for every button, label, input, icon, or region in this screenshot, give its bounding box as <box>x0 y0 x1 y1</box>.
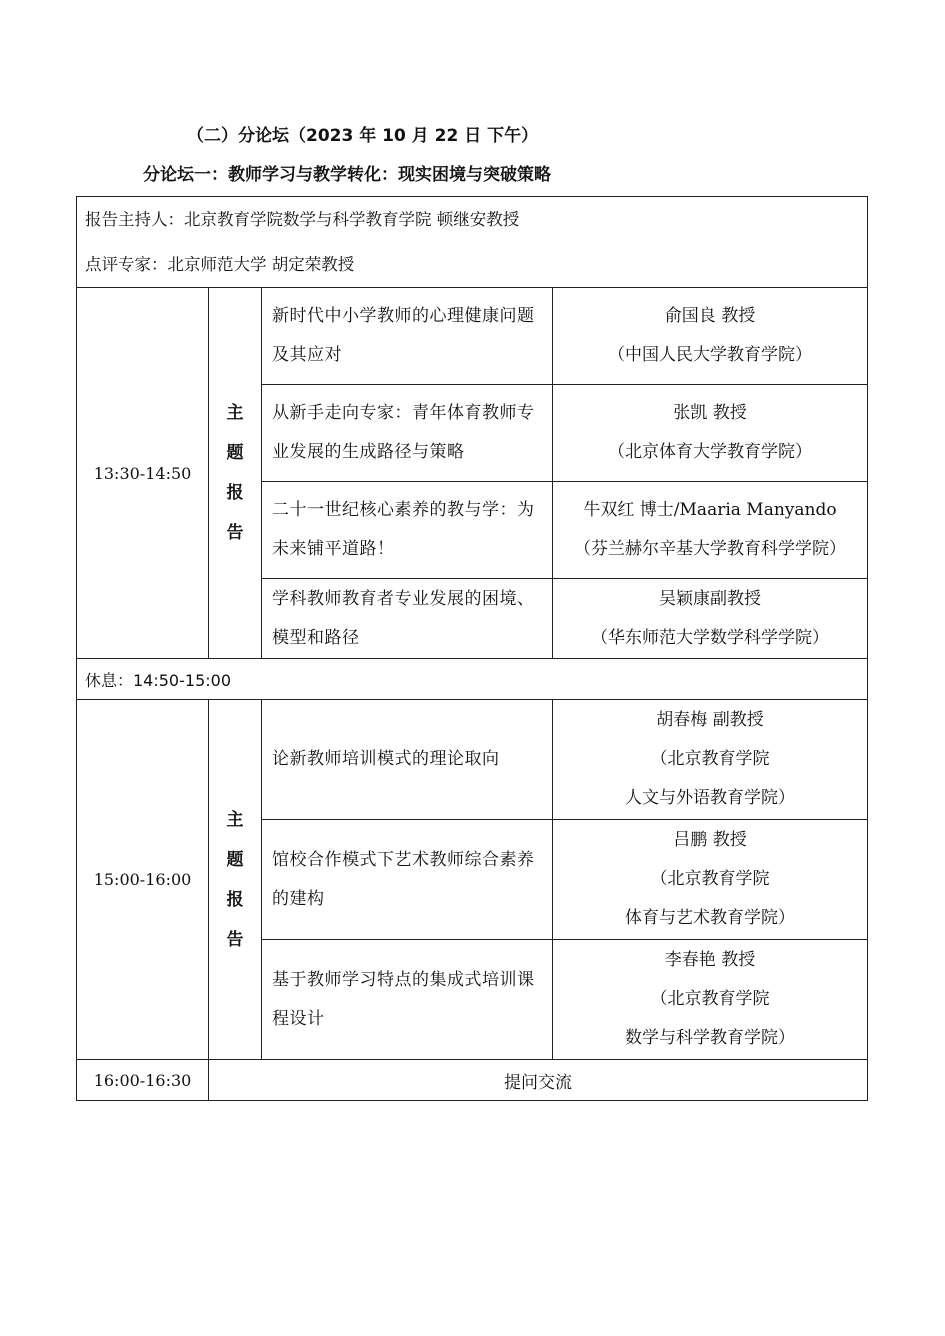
talk-topic: 从新手走向专家：青年体育教师专业发展的生成路径与策略 <box>262 385 553 482</box>
table-row <box>77 288 868 385</box>
talk-speaker <box>553 700 868 820</box>
speaker-name: 胡春梅 副教授 <box>656 710 764 730</box>
speaker-name: 张凯 教授 <box>673 403 747 423</box>
label-char: 题 <box>226 443 244 463</box>
speaker-affiliation: （北京教育学院 <box>650 869 770 889</box>
label-char: 报 <box>226 889 244 910</box>
talk-speaker <box>553 482 868 579</box>
speaker-name: 牛双红 博士/Maaria Manyando <box>583 500 837 520</box>
speaker-affiliation: 体育与艺术教育学院） <box>625 908 795 928</box>
speaker-affiliation: 人文与外语教育学院） <box>625 788 795 808</box>
qa-time: 16:00-16:30 <box>77 1060 209 1101</box>
speaker-name: 吕鹏 教授 <box>673 830 747 850</box>
reviewer-text: 点评专家：北京师范大学 胡定荣教授 <box>85 255 355 274</box>
host-text: 报告主持人：北京教育学院数学与科学教育学院 顿继安教授 <box>85 210 520 229</box>
speaker-name: 俞国良 教授 <box>664 306 756 326</box>
talk-speaker <box>553 288 868 385</box>
host-row <box>77 197 868 288</box>
speaker-name: 李春艳 教授 <box>664 950 756 970</box>
label-char: 主 <box>226 809 244 830</box>
talk-topic: 论新教师培训模式的理论取向 <box>262 700 553 820</box>
speaker-affiliation: （芬兰赫尔辛基大学教育科学学院） <box>574 539 846 559</box>
talk-topic: 二十一世纪核心素养的教与学：为未来铺平道路！ <box>262 482 553 579</box>
speaker-affiliation: （北京教育学院 <box>650 989 770 1009</box>
talk-topic: 基于教师学习特点的集成式培训课程设计 <box>262 940 553 1060</box>
session2-label <box>209 700 262 1060</box>
speaker-affiliation: （北京教育学院 <box>650 749 770 769</box>
speaker-affiliation: （华东师范大学数学科学学院） <box>591 627 829 648</box>
talk-topic: 馆校合作模式下艺术教师综合素养的建构 <box>262 820 553 940</box>
talk-speaker <box>553 820 868 940</box>
section-title: （二）分论坛（2023 年 10 月 22 日 下午） <box>187 126 539 146</box>
label-char: 题 <box>226 849 244 870</box>
talk-topic: 新时代中小学教师的心理健康问题及其应对 <box>262 288 553 385</box>
qa-row <box>77 1060 868 1101</box>
speaker-affiliation: （北京体育大学教育学院） <box>608 442 812 462</box>
schedule-table <box>76 196 868 1101</box>
label-char: 报 <box>226 483 244 503</box>
speaker-name: 吴颖康副教授 <box>659 588 761 609</box>
session1-time: 13:30-14:50 <box>77 288 209 659</box>
talk-speaker <box>553 579 868 659</box>
table-row <box>77 700 868 820</box>
forum-title: 分论坛一：教师学习与教学转化：现实困境与突破策略 <box>143 165 551 185</box>
qa-label: 提问交流 <box>209 1060 868 1101</box>
speaker-affiliation: 数学与科学教育学院） <box>625 1028 795 1048</box>
break-text: 休息：14:50-15:00 <box>77 659 868 700</box>
label-char: 主 <box>226 403 244 423</box>
speaker-affiliation: （中国人民大学教育学院） <box>608 345 812 365</box>
session1-label <box>209 288 262 659</box>
talk-speaker <box>553 940 868 1060</box>
label-char: 告 <box>226 929 244 950</box>
host-cell <box>77 197 868 288</box>
break-row <box>77 659 868 700</box>
talk-topic: 学科教师教育者专业发展的困境、模型和路径 <box>262 579 553 659</box>
talk-speaker <box>553 385 868 482</box>
session2-time: 15:00-16:00 <box>77 700 209 1060</box>
label-char: 告 <box>226 523 244 543</box>
